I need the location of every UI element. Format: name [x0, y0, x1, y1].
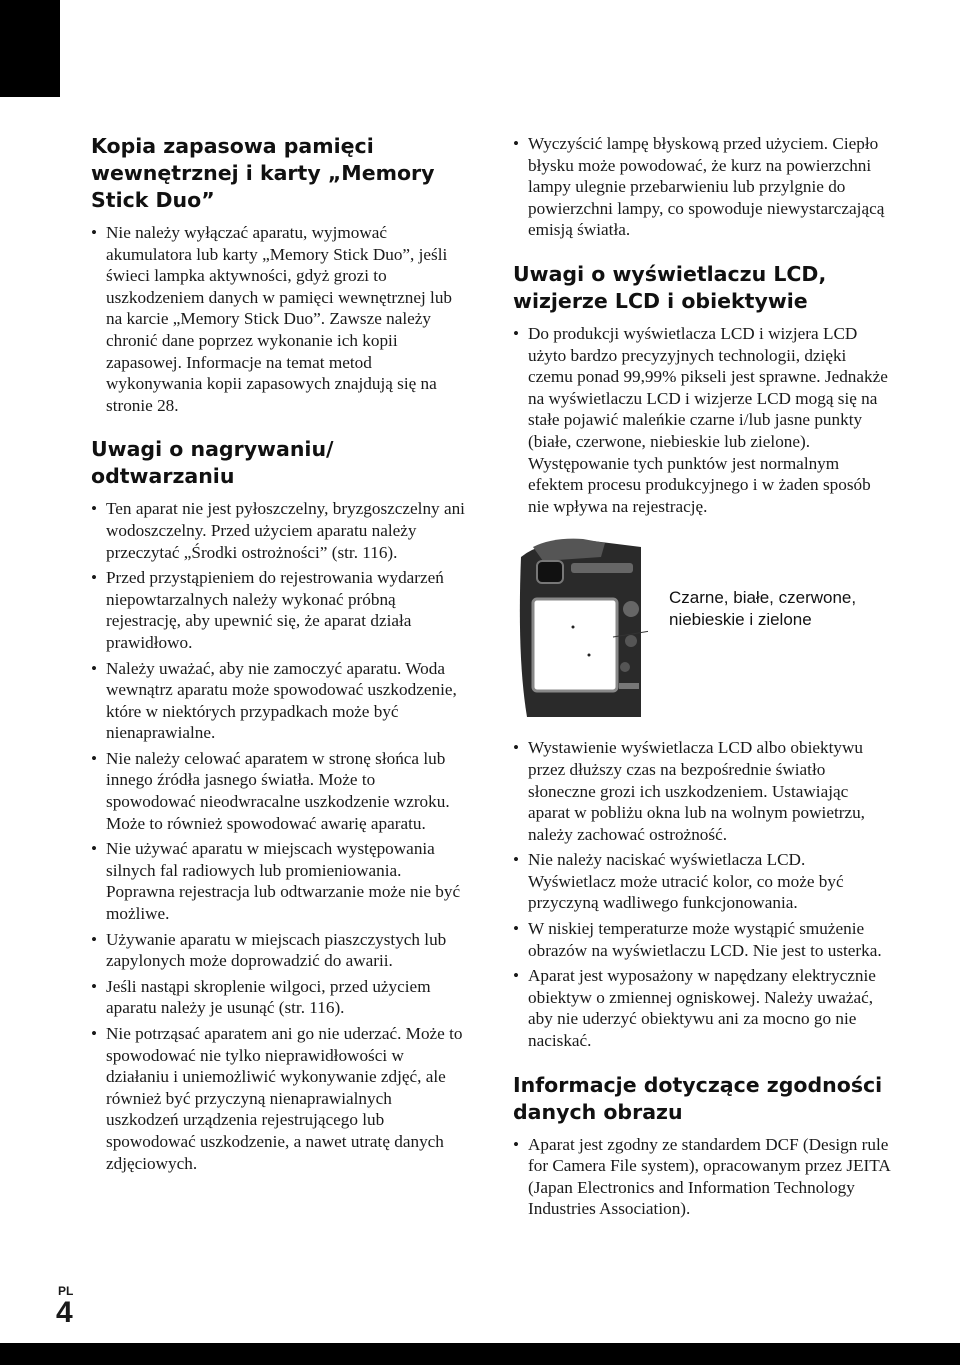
list-item: • Wystawienie wyświetlacza LCD albo obiektywu przez dłuższy czas na bezpośrednie światło słoneczne grozi ich uszkodzeniem. Ustawiając aparat w pobliżu okna lub na wolnym powietrzu, należy zachować ostrożność.	[513, 737, 891, 845]
list-item: • Nie należy celować aparatem w stronę słońca lub innego źródła jasnego światła. Może to spowodować nieodwracalne uszkodzenie wzroku. Może to również spowodować awarię aparatu.	[91, 748, 466, 834]
recording-list	[91, 498, 466, 1174]
list-item: • Do produkcji wyświetlacza LCD i wizjera LCD użyto bardzo precyzyjnych technologii, dzięki czemu ponad 99,99% pikseli jest sprawne. Jednakże na wyświetlaczu LCD i wizjerze LCD mogą się na stałe pojawić maleńkie czarne i/lub jasne punkty (białe, czerwone, niebieskie lub zielone). Występowanie tych punktów jest normalnym efektem procesu produkcyjnego i w żaden sposób nie wpływa na rejestrację.	[513, 323, 891, 517]
list-item: • Aparat jest wyposażony w napędzany elektrycznie obiektyw o zmiennej ogniskowej. Należy uważać, aby nie uderzyć obiektywu ani za mocno go nie naciskać.	[513, 965, 891, 1051]
list-item: • Nie należy wyłączać aparatu, wyjmować akumulatora lub karty „Memory Stick Duo”, jeśli świeci lampka aktywności, gdyż grozi to uszkodzeniem danych w pamięci wewnętrznej lub na karcie „Memory Stick Duo”. Zawsze należy chronić dane poprzez wykonanie ich kopii zapasowej. Informacje na temat metod wykonywania kopii zapasowych znajdują się na stronie 28.	[91, 222, 466, 416]
camera-illustration	[513, 537, 648, 717]
section-title-recording: Uwagi o nagrywaniu/ odtwarzaniu	[91, 437, 334, 489]
list-item: • Należy uważać, aby nie zamoczyć aparatu. Woda wewnątrz aparatu może spowodować uszkodzenie, które w niektórych przypadkach może być nienaprawialne.	[91, 658, 466, 744]
bottom-bar	[0, 1343, 960, 1365]
list-item: • Nie potrząsać aparatem ani go nie uderzać. Może to spowodować nie tylko nieprawidłowości w działaniu i uniemożliwić wykonywanie zdjęć, ale również być przyczyną nienaprawialnych uszkodzeń urządzenia rejestrującego lub spowodować uszkodzenie, a nawet utratę danych zdjęciowych.	[91, 1023, 466, 1174]
figure-caption: Czarne, białe, czerwone, niebieskie i zielone	[669, 588, 857, 630]
list-item: • Nie należy naciskać wyświetlacza LCD. Wyświetlacz może utracić kolor, co może być przyczyną wadliwego funkcjonowania.	[513, 849, 891, 914]
left-column	[91, 133, 466, 1194]
corner-marker	[0, 0, 60, 97]
list-item: • Używanie aparatu w miejscach piaszczystych lub zapylonych może doprowadzić do awarii.	[91, 929, 466, 972]
backup-list	[91, 222, 466, 416]
page-number: 4	[56, 1296, 73, 1329]
list-item: • Wyczyścić lampę błyskową przed użyciem. Ciepło błysku może powodować, że kurz na powierzchni lampy ulegnie przebarwieniu lub przylgnie do powierzchni lampy, co spowoduje niewystarczającą emisją światła.	[513, 133, 891, 241]
lcd-list	[513, 323, 891, 517]
section-title-compat: Informacje dotyczące zgodności danych obrazu	[513, 1072, 883, 1124]
section-title-backup: Kopia zapasowa pamięci wewnętrznej i karty „Memory Stick Duo”	[91, 134, 435, 212]
page-language-code: PL	[58, 1284, 74, 1298]
section-title-lcd: Uwagi o wyświetlaczu LCD, wizjerze LCD i obiektywie	[513, 261, 827, 313]
flash-list	[513, 133, 891, 241]
list-item: • Jeśli nastąpi skroplenie wilgoci, przed użyciem aparatu należy je usunąć (str. 116).	[91, 976, 466, 1019]
list-item: • W niskiej temperaturze może wystąpić smużenie obrazów na wyświetlaczu LCD. Nie jest to usterka.	[513, 918, 891, 961]
list-item: • Ten aparat nie jest pyłoszczelny, bryzgoszczelny ani wodoszczelny. Przed użyciem aparatu należy przeczytać „Środki ostrożności” (str. 116).	[91, 498, 466, 563]
lcd-pixel-figure	[513, 537, 891, 717]
list-item: • Nie używać aparatu w miejscach występowania silnych fal radiowych lub promieniowania. Poprawna rejestracja lub odtwarzanie może nie być możliwe.	[91, 838, 466, 924]
compat-list	[513, 1134, 891, 1220]
list-item: • Aparat jest zgodny ze standardem DCF (Design rule for Camera File system), opracowanym przez JEITA (Japan Electronics and Information Technology Industries Association).	[513, 1134, 891, 1220]
right-column	[513, 133, 891, 1240]
lcd-list-more	[513, 737, 891, 1051]
list-item: • Przed przystąpieniem do rejestrowania wydarzeń niepowtarzalnych należy wykonać próbną rejestrację, aby upewnić się, że aparat działa prawidłowo.	[91, 567, 466, 653]
